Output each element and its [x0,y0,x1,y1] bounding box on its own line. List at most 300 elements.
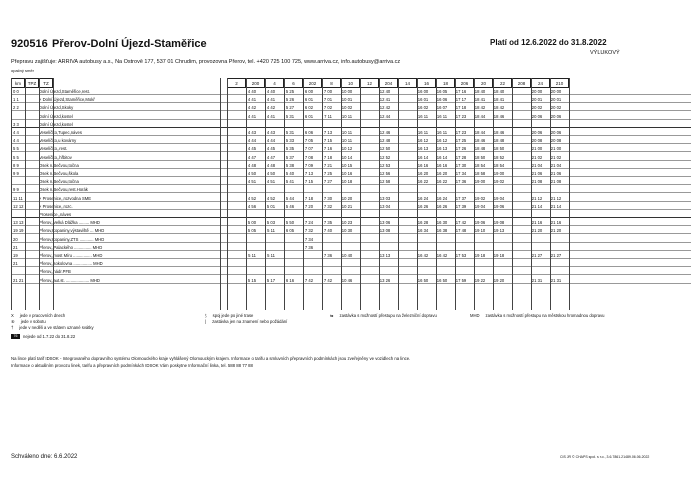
trip-header: 20 [474,78,493,88]
stop-km: 8 9 [13,162,19,168]
departure-time: 12 44 [379,113,391,119]
departure-time: 7 32 [304,228,314,234]
stop-km [13,211,35,218]
grid-line [531,78,532,310]
departure-time: 17 42 [455,220,467,226]
table-row [11,219,691,226]
departure-time: 10 18 [341,179,353,185]
line-number: 920516 [11,38,48,50]
departure-time: 16 02 [417,105,429,111]
grid-line [550,78,551,310]
departure-time: 17 59 [455,277,467,283]
stop-km: 0 0 [13,89,19,94]
departure-time: 7 40 [323,228,333,234]
departure-time: 4 42 [266,105,276,111]
table-row [11,203,691,210]
departure-time: 19 00 [493,171,505,176]
timetable-header [11,78,691,88]
departure-time: 21 31 [531,277,543,283]
grid-line [227,78,228,310]
legend-symbol: 76 [11,334,20,339]
table-row [11,88,691,95]
departure-time: 6 16 [285,277,295,283]
legend-symbol: ⑥ [11,319,15,324]
departure-time: 7 42 [304,277,314,283]
departure-time: 18 40 [493,89,505,94]
stop-km: 4 4 [13,138,19,144]
departure-time: 19 20 [493,277,505,283]
departure-time: 16 14 [417,154,429,160]
legend-item [11,319,46,324]
legend-text: jede v neděli a ve státem uznané svátky [19,325,94,330]
table-row [11,244,691,251]
departure-time: 19 02 [474,195,486,201]
departure-time: 18 44 [474,113,486,119]
zone-note: opačný směr [11,68,34,73]
departure-time: 20 06 [531,113,543,119]
departure-time: 7 18 [304,195,314,201]
stop-name: Prosenice,,náves [39,212,72,217]
approved-date: Schváleno dne: 6.6.2022 [11,454,78,460]
legend-text: zastávka s možností přestupu na železniční dopravu [339,313,437,318]
stop-name: Veselíčko,Tupec,náves [39,130,82,135]
departure-time: 13 08 [379,228,391,234]
stop-km: 19 19 [13,228,24,234]
table-row [11,260,691,267]
grid-line [265,78,266,310]
trip-header: 210 [550,78,569,88]
departure-time: 5 44 [285,195,295,201]
departure-time: 16 34 [417,228,429,234]
departure-time: 17 39 [455,203,467,209]
departure-time: 4 56 [247,203,257,209]
departure-time: 7 42 [323,277,333,283]
departure-time: 16 01 [417,97,429,103]
departure-time: 5 03 [266,220,276,226]
departure-time: 20 06 [550,113,562,119]
legend-text: zastávka s možností přestupu na městskou hromadnou dopravu [485,313,605,318]
departure-time: 16 11 [436,113,448,119]
departure-time: 16 26 [417,203,429,209]
departure-time: 5 17 [266,277,276,283]
departure-time: 4 43 [266,130,276,135]
departure-time: 5 33 [285,138,295,144]
departure-time: 5 40 [285,171,295,176]
departure-time: 12 53 [379,162,391,168]
departure-time: 17 26 [455,146,467,152]
stop-name: Osek n.Bečvou,rest.Horák [39,187,88,193]
departure-time: 7 09 [304,162,314,168]
departure-time: 21 04 [531,162,543,168]
departure-time: 16 13 [436,146,448,152]
stop-name: Dolní Újezd,kostel [39,113,73,119]
departure-time: 16 38 [436,228,448,234]
departure-time: 7 01 [323,97,333,103]
grid-line [455,78,456,310]
table-row [11,154,691,161]
stop-name: Veselíčko,,rest. [39,146,68,152]
departure-time: 19 04 [474,203,486,209]
grid-line [436,78,437,310]
legend-symbol: † [11,325,14,330]
legend-text: spoj jede po jiné trase [212,313,254,318]
departure-time: 5 31 [285,113,295,119]
departure-time: 7 13 [304,171,314,176]
legend-text: nejede od 1.7.22 do 31.8.22 [23,334,76,339]
tz-header: TZ [39,78,53,88]
departure-time: 7 02 [323,105,333,111]
trip-header: 10 [341,78,360,88]
legend-symbol: MHD [470,313,480,318]
departure-time: 20 00 [550,89,562,94]
departure-time: 18 54 [474,162,486,168]
departure-time: 7 34 [304,236,314,242]
departure-time: 20 01 [531,97,543,103]
departure-time: 21 00 [531,146,543,152]
trip-header: 14 [398,78,417,88]
departure-time: 18 48 [493,138,505,144]
legend-item [205,319,287,324]
departure-time: 20 08 [531,138,543,144]
table-row [11,113,691,120]
departure-time: 18 42 [474,105,486,111]
route-title: Přerov-Dolní Újezd-Staměřice [52,38,207,50]
departure-time: 17 23 [455,113,467,119]
grid-line [417,78,418,310]
departure-time: 18 50 [474,154,486,160]
departure-time: 17 17 [455,97,467,103]
departure-time: 12 52 [379,154,391,160]
departure-time: 5 15 [247,277,257,283]
trip-header: 4 [265,78,284,88]
stop-name: Dolní Újezd,Skoky [39,105,74,111]
departure-time: 18 54 [493,162,505,168]
departure-time: 4 52 [266,195,276,201]
departure-time: 7 08 [304,154,314,160]
grid-line [220,78,221,310]
departure-time: 21 00 [550,146,562,152]
table-row [11,137,691,144]
departure-time: 21 16 [531,220,543,226]
stop-name: × Dolní Újezd,Staměřice,Mokř [39,97,95,103]
stop-name: Přerov,,most Míru ................ MHD [39,253,103,258]
grid-line [53,78,54,310]
grid-line [493,78,494,310]
departure-time: 12 42 [379,105,391,111]
stop-km: 9 9 [13,171,19,176]
departure-time: 4 52 [247,195,257,201]
grid-line [379,78,380,310]
departure-time: 16 07 [436,105,448,111]
stop-km [13,268,35,275]
stop-name: × Prosenice,,rozc. [39,203,73,209]
departure-time: 19 18 [474,253,486,258]
departure-time: 19 18 [493,253,505,258]
departure-time: 4 43 [247,130,257,135]
departure-time: 5 11 [248,253,256,258]
footer-code: CIS JR © CHAPS spol. s r.o., 3.6.7861.21489.06.06.2022 [560,455,650,459]
departure-time: 7 30 [323,195,333,201]
table-row [11,145,691,152]
departure-time: 16 42 [436,253,448,258]
departure-time: 7 15 [323,138,333,144]
departure-time: 10 21 [341,203,353,209]
departure-time: 13 04 [379,203,391,209]
trip-header: 8 [322,78,341,88]
grid-line [322,78,323,310]
departure-time: 10 01 [341,97,353,103]
departure-time: 5 25 [285,89,295,94]
trip-header: 12 [360,78,379,88]
departure-time: 4 41 [247,97,257,103]
departure-time: 13 03 [379,195,391,201]
departure-time: 10 30 [341,228,353,234]
departure-time: 21 20 [550,228,562,234]
departure-time: 21 16 [550,220,562,226]
legend-item [330,313,437,318]
legend-item [11,325,94,330]
departure-time: 4 51 [247,179,257,185]
departure-time: 4 45 [266,146,276,152]
departure-time: 17 18 [455,105,467,111]
departure-time: 17 34 [455,171,467,176]
departure-time: 18 42 [493,105,505,111]
departure-time: 5 37 [285,154,295,160]
stop-km [13,113,35,120]
table-row [11,227,691,234]
departure-time: 18 50 [493,146,505,152]
trip-header: 202 [303,78,322,88]
departure-time: 10 40 [341,253,353,258]
departure-time: 16 11 [417,130,429,135]
km-header: km [11,78,25,88]
departure-time: 5 50 [285,220,295,226]
departure-time: 4 44 [247,138,257,144]
departure-time: 21 12 [531,195,543,201]
table-row [11,236,691,243]
stop-name: Dolní Újezd,Staměřice,rest. [39,89,90,94]
departure-time: 16 00 [417,89,429,94]
departure-time: 21 06 [550,171,562,176]
departure-time: 16 20 [436,171,448,176]
departure-time: 16 50 [436,277,448,283]
departure-time: 7 05 [304,138,314,144]
departure-time: 7 20 [304,203,314,209]
stop-km [13,178,35,185]
departure-time: 16 30 [436,220,448,226]
trip-header: 206 [455,78,474,88]
departure-time: 5 46 [285,203,295,209]
stop-km: 21 21 [13,277,24,283]
grid-line [246,78,247,310]
departure-time: 21 08 [550,179,562,185]
departure-time: 4 40 [247,89,257,94]
legend-item [11,313,65,318]
departure-time: 7 36 [323,253,333,258]
stop-km: 5 5 [13,154,19,160]
stop-name: Přerov,,Velká Dlážka ......... MHD [39,220,100,226]
grid-line [512,78,513,310]
departure-time: 19 10 [474,228,486,234]
departure-time: 21 14 [550,203,562,209]
departure-time: 18 46 [493,130,505,135]
departure-time: 4 48 [266,162,276,168]
departure-time: 4 41 [266,97,276,103]
departure-time: 16 24 [436,195,448,201]
departure-time: 6 02 [304,105,314,111]
departure-time: 7 24 [304,220,314,226]
departure-time: 7 32 [323,203,333,209]
grid-line [11,78,12,310]
departure-time: 7 11 [324,113,332,119]
tariff-note: Na lince platí tarif IDSOK - Integrovaného dopravního systému Olomouckého kraje vyhlášený Olomouckým krajem. Informace o tarifu a smluvních přepravních podmínkách jsou zveřejněny ve vozidlech na lince. [11,356,411,361]
trip-header: 200 [246,78,265,88]
departure-time: 17 48 [455,228,467,234]
departure-time: 10 20 [341,195,353,201]
departure-time: 4 48 [247,162,257,168]
stop-name: Osek n.Bečvou,škola [39,171,79,176]
departure-time: 10 15 [341,162,353,168]
departure-time: 16 11 [417,113,429,119]
stop-km: 3 3 [13,121,19,127]
departure-time: 4 50 [247,171,257,176]
departure-time: 6 00 [304,89,314,94]
departure-time: 5 35 [285,146,295,152]
stop-name: Přerov,Kopaniny,výstaviště ... MHD [39,228,105,234]
departure-time: 16 06 [436,97,448,103]
departure-time: 7 35 [323,220,333,226]
departure-time: 19 13 [493,228,505,234]
grid-line [569,78,570,310]
departure-time: 16 20 [417,171,429,176]
departure-time: 17 28 [455,154,467,160]
legend-text: jede v sobotu [20,319,46,324]
table-row [11,277,691,284]
stop-km: 9 9 [13,187,19,193]
departure-time: 17 37 [455,195,467,201]
departure-time: 20 06 [550,130,562,135]
departure-time: 16 05 [436,89,448,94]
departure-time: 16 22 [436,179,448,185]
departure-time: 21 20 [531,228,543,234]
trip-header: 208 [512,78,531,88]
departure-time: 20 08 [550,138,562,144]
trip-header: 16 [417,78,436,88]
departure-time: 16 24 [417,195,429,201]
stop-km: 5 5 [13,146,19,152]
grid-line [284,78,285,310]
departure-time: 18 48 [474,146,486,152]
departure-time: 18 44 [474,130,486,135]
departure-time: 12 48 [379,138,391,144]
departure-time: 10 11 [341,130,353,135]
departure-time: 16 12 [436,138,448,144]
stop-name: Přerov,Kopaniny,ZTS ............ MHD [39,236,105,242]
departure-time: 10 11 [341,138,353,144]
trip-header: 18 [436,78,455,88]
departure-time: 7 00 [323,89,333,94]
table-row [11,104,691,111]
departure-time: 5 00 [247,220,257,226]
table-row [11,211,691,218]
departure-time: 20 02 [531,105,543,111]
departure-time: 17 23 [455,130,467,135]
departure-time: 4 42 [247,105,257,111]
departure-time: 10 46 [341,277,353,283]
table-row [11,195,691,202]
departure-time: 19 06 [493,203,505,209]
departure-time: 7 21 [323,162,333,168]
departure-time: 5 01 [266,203,276,209]
stop-km: 1 1 [13,97,19,103]
stop-km: 20 [13,236,18,242]
departure-time: 12 50 [379,146,391,152]
departure-time: 17 30 [455,162,467,168]
departure-time: 16 26 [436,203,448,209]
departure-time: 12 46 [379,130,391,135]
departure-time: 10 12 [341,146,353,152]
tpz-header: TPZ [25,78,39,88]
grid-line [25,78,26,310]
departure-time: 4 40 [266,89,276,94]
stop-km: 12 12 [13,203,24,209]
departure-time: 20 01 [550,97,562,103]
departure-time: 18 41 [493,97,505,103]
departure-time: 12 56 [379,171,391,176]
departure-time: 16 14 [436,154,448,160]
stop-km: 21 [13,244,18,250]
departure-time: 7 07 [304,146,314,152]
departure-time: 4 44 [266,138,276,144]
stop-name: Přerov,,Palackého ............... MHD [39,244,103,250]
legend-item [11,334,75,339]
legend-text: zastávka jen na znamení nebo požádání [212,319,288,324]
legend-symbol: ⇆ [330,313,334,318]
legend-item [470,313,605,318]
departure-time: 19 04 [493,195,505,201]
trip-header: 24 [531,78,550,88]
departure-time: 20 06 [531,130,543,135]
grid-line [474,78,475,310]
departure-time: 10 02 [341,105,353,111]
grid-line [39,78,40,310]
departure-time: 5 26 [285,97,295,103]
departure-time: 17 25 [455,138,467,144]
departure-time: 5 41 [285,179,295,185]
departure-time: 16 16 [417,162,429,168]
departure-time: 18 46 [474,138,486,144]
departure-time: 6 05 [285,228,295,234]
departure-time: 18 58 [474,171,486,176]
departure-time: 19 02 [493,179,505,185]
departure-time: 12 40 [379,89,391,94]
trip-header: 2 [227,78,246,88]
stop-name: Osek n.Bečvou,točna [39,162,79,168]
carrier-info: Přepravu zajišťuje: ARRIVA autobusy a.s., Na Ostrově 177, 537 01 Chrudim, provozovna Přerov, tel. +420 725 100 725, www.arriva.cz, info.autobusy@arriva.cz [11,59,401,65]
departure-time: 5 31 [285,130,295,135]
stop-name: Dolní Újezd,kostel [39,121,73,127]
departure-time: 4 51 [266,179,276,185]
departure-time: 10 11 [341,113,353,119]
stop-name: Veselíčko,u kovárny [39,138,77,144]
departure-time: 4 41 [247,113,257,119]
table-row [11,96,691,103]
stop-name: Přerov,,sokolovna ................ MHD [39,261,103,267]
departure-time: 19 06 [474,220,486,226]
departure-time: 5 11 [267,253,275,258]
departure-time: 5 11 [267,228,275,234]
departure-time: 4 47 [247,154,257,160]
